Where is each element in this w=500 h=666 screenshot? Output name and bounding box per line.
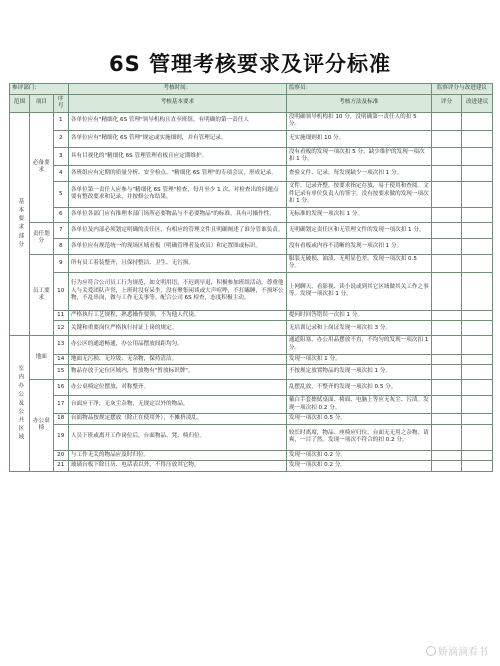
basic-requirement: 严格执行工艺规程，熟悉操作要领，不为他人代岗。 <box>68 310 286 321</box>
basic-requirement: 行为应符合公司员工行为规范，如文明用语，不迟到早退，积极参加班组活动，尊重他人与关爱团队声誉，上班时没有呆坐，没有聚集闲谈或大声喧哗，不打瞌睡，不损坏公物，不乱串岗，做与工作无关事等。配合公司 6S 检查，态度积极主动。 <box>68 272 286 310</box>
col-item: 项目 <box>30 94 54 112</box>
table-row <box>10 424 493 450</box>
advice-cell[interactable] <box>462 272 493 310</box>
basic-requirement: 与工作无关的物品应及时归位。 <box>68 450 286 461</box>
basic-requirement: 各班组应有定期的质量分析、安全检点、"精细化 6S 管理"的专项会议，形成记录。 <box>68 165 286 181</box>
method-standard: 发现一项次扣 1 分。 <box>286 354 431 365</box>
method-standard: 发现一项次扣 0.2 分。 <box>286 450 431 461</box>
table-row <box>10 112 493 130</box>
score-cell[interactable] <box>431 354 462 365</box>
method-standard: 不按规定放置物品的发现一项次扣 1 分。 <box>286 365 431 380</box>
score-cell[interactable] <box>431 222 462 238</box>
score-cell[interactable] <box>431 112 462 130</box>
table-row <box>10 222 493 238</box>
advice-cell[interactable] <box>462 450 493 461</box>
basic-requirement: 关键和重要岗位严格执行持证上岗的规定。 <box>68 321 286 336</box>
basic-requirement: 各单位应有"精细化 6S 管理"规定或实施细则，并有管理记录。 <box>68 130 286 147</box>
score-cell[interactable] <box>431 165 462 181</box>
row-number: 11 <box>53 310 68 321</box>
advice-cell[interactable] <box>462 310 493 321</box>
advice-cell[interactable] <box>462 181 493 207</box>
basic-requirement: 所有员工着装整齐，且保持整洁、卫生、无污损。 <box>68 254 286 272</box>
table-row <box>10 147 493 165</box>
row-number: 17 <box>53 396 68 414</box>
advice-cell[interactable] <box>462 354 493 365</box>
advice-cell[interactable] <box>462 238 493 254</box>
col-advice: 改进建议 <box>462 94 493 112</box>
score-cell[interactable] <box>431 461 462 472</box>
row-number: 1 <box>53 112 68 130</box>
table-body <box>10 112 493 471</box>
advice-cell[interactable] <box>462 130 493 147</box>
row-number: 19 <box>53 424 68 450</box>
row-number: 2 <box>53 130 68 147</box>
header-row-meta <box>10 84 493 95</box>
score-cell[interactable] <box>431 336 462 354</box>
assessment-table <box>9 83 493 472</box>
score-cell[interactable] <box>431 181 462 207</box>
basic-requirement: 台面物品按规定摆放（除正在使用外），不摊挤凌乱。 <box>68 414 286 425</box>
table-row <box>10 321 493 336</box>
advice-cell[interactable] <box>462 254 493 272</box>
group-label: 地面 <box>30 336 54 380</box>
brand-logo-icon <box>426 646 436 656</box>
advice-cell[interactable] <box>462 147 493 165</box>
row-number: 14 <box>53 354 68 365</box>
method-standard: 较长时离席，物品、座椅应归位，台面无无用之杂物、请爽，一目了然。发现一项次不符合的扣 0.2 分。 <box>286 424 431 450</box>
advice-cell[interactable] <box>462 396 493 414</box>
table-row <box>10 238 493 254</box>
table-row <box>10 336 493 354</box>
score-cell[interactable] <box>431 321 462 336</box>
score-cell[interactable] <box>431 424 462 450</box>
score-cell[interactable] <box>431 238 462 254</box>
advice-cell[interactable] <box>462 380 493 396</box>
method-standard: 没明确领导机构扣 10 分，没明确第一责任人的扣 5 分。 <box>286 112 431 130</box>
method-standard: 乱摆乱放，不整齐的发现一项次扣 0.5 分。 <box>286 380 431 396</box>
table-row <box>10 130 493 147</box>
basic-requirement: 各单位第一责任人应参与"精细化 6S 管理"检查，每月至少 1 次，对检查出的问题点要有整改要求和记录，并按修公布结果。 <box>68 181 286 207</box>
basic-requirement: 玻璃台板下除日历、电话表以外，不得压放其它物。 <box>68 461 286 472</box>
score-cell[interactable] <box>431 207 462 222</box>
method-standard: 没有看板的发现一项次扣 5 分。缺少维护的发现一项次扣 1 分。 <box>286 147 431 165</box>
method-standard: 无标准的发现一项次扣 1 分。 <box>286 207 431 222</box>
method-standard: 戴白手套擦拭桌面、椅面、电脑上等应无灰尘、污渍。发现一项次扣 0.2 分。 <box>286 396 431 414</box>
basic-requirement: 办公桌椅定位摆放，对称整齐。 <box>68 380 286 396</box>
table-row <box>10 165 493 181</box>
basic-requirement: 各单位应有规范统一的现场区域看板（明确管理者及成员）和定置图或标识。 <box>68 238 286 254</box>
table-row <box>10 272 493 310</box>
advice-cell[interactable] <box>462 336 493 354</box>
method-standard: 文件、记录齐整，按要求指定存放，易于使用和查阅。文件记录有单位负责人的签字。没有按要求做的发现一项次扣 1 分。 <box>286 181 431 207</box>
table-row <box>10 310 493 321</box>
group-label: 员工要求 <box>30 254 54 336</box>
watermark: 娇滴滴看书 <box>426 643 488 658</box>
method-standard: 查验文件、记录，每发现缺少一项次扣 1 分。 <box>286 165 431 181</box>
table-row <box>10 450 493 461</box>
advice-cell[interactable] <box>462 461 493 472</box>
row-number: 21 <box>53 461 68 472</box>
basic-requirement: 办公区的通道畅通，办公用品摆放间距均匀。 <box>68 336 286 354</box>
basic-requirement: 物品存放于定位区域内，暂放物有"暂放标识牌"。 <box>68 365 286 380</box>
col-method: 考核方法及标准 <box>286 94 431 112</box>
row-number: 4 <box>53 165 68 181</box>
page-title: 6S 管理考核要求及评分标准 <box>108 52 392 76</box>
score-cell[interactable] <box>431 130 462 147</box>
section-label: 室内办公及公共区域 <box>10 336 30 471</box>
method-standard: 发现一项次扣 0.5 分。 <box>286 414 431 425</box>
table-row <box>10 181 493 207</box>
advice-cell[interactable] <box>462 222 493 238</box>
score-cell[interactable] <box>431 414 462 425</box>
row-number: 8 <box>53 238 68 254</box>
table-row <box>10 254 493 272</box>
table-row <box>10 354 493 365</box>
group-label: 办公桌椅 <box>30 380 54 472</box>
basic-requirement: 各单位应有"精细化 6S 管理"领导机构且直至班组，有明确的第一责任人 <box>68 112 286 130</box>
row-number: 18 <box>53 414 68 425</box>
score-cell[interactable] <box>431 380 462 396</box>
method-standard: 通道阻塞，办公用品摆放不直，不均匀的发现一项次扣 1 分。 <box>286 336 431 354</box>
col-basic: 考核基本要求 <box>68 94 286 112</box>
table-row <box>10 396 493 414</box>
basic-requirement: 具有目视化的"精细化 6S 管理管理看板且应定期维护。 <box>68 147 286 165</box>
section-label: 基本要求部分 <box>10 112 30 336</box>
basic-requirement: 人员下班或离开工作岗位后，台面物品、凳、椅归位。 <box>68 424 286 450</box>
dept-label: 参评部门： <box>10 84 69 95</box>
method-standard: 无培训记录和上岗证发现一项次扣 3 分。 <box>286 321 431 336</box>
advice-cell[interactable] <box>462 424 493 450</box>
advice-cell[interactable] <box>462 321 493 336</box>
supervisor-label: 监察员： <box>286 84 431 95</box>
method-standard: 提问时回答错误一次扣 1 分。 <box>286 310 431 321</box>
col-no: 序号 <box>53 94 68 112</box>
row-number: 12 <box>53 321 68 336</box>
header-row-cols <box>10 94 493 112</box>
score-cell[interactable] <box>431 450 462 461</box>
group-label: 必备要求 <box>30 112 54 222</box>
table-row <box>10 461 493 472</box>
row-number: 6 <box>53 207 68 222</box>
table-row <box>10 414 493 425</box>
basic-requirement: 台面应干净，无灰尘杂物，无规定以外的物品。 <box>68 396 286 414</box>
row-number: 13 <box>53 336 68 354</box>
row-number: 5 <box>53 181 68 207</box>
method-standard: 服装无破损、油渍、无明显色差。发现一项次扣 0.5 分。 <box>286 254 431 272</box>
score-cell[interactable] <box>431 254 462 272</box>
method-standard: 上网聊天、看影视、读小说或到其它区域做其关工作之事等。发现一项次扣 1 分。 <box>286 272 431 310</box>
table-row <box>10 207 493 222</box>
row-number: 16 <box>53 380 68 396</box>
basic-requirement: 各单位各部门应有推理本部门场所必要物品与不必要物品"的标准，具有可操作性。 <box>68 207 286 222</box>
score-cell[interactable] <box>431 147 462 165</box>
row-number: 20 <box>53 450 68 461</box>
basic-requirement: 地面无污损、无垃圾、无杂物，保持清洁。 <box>68 354 286 365</box>
basic-requirement: 各单位及内部必须划定明确的责任区，有相应的管理文件且明确阐述了谁分管谁负责。 <box>68 222 286 238</box>
score-cell[interactable] <box>431 310 462 321</box>
group-label: 责任划分 <box>30 222 54 254</box>
method-standard: 没有看板或内容不清晰的发现一项次扣 1 分。 <box>286 238 431 254</box>
method-standard: 无实施细则扣 10 分。 <box>286 130 431 147</box>
row-number: 10 <box>53 272 68 310</box>
row-number: 9 <box>53 254 68 272</box>
advice-cell[interactable] <box>462 414 493 425</box>
advice-cell[interactable] <box>462 207 493 222</box>
table-row <box>10 365 493 380</box>
advice-cell[interactable] <box>462 165 493 181</box>
method-standard: 无明确划定责任区和无管理文件的发现一项次扣 1 分。 <box>286 222 431 238</box>
advice-cell[interactable] <box>462 112 493 130</box>
corner-label: 监察评分与改进建议 <box>431 84 492 95</box>
row-number: 7 <box>53 222 68 238</box>
time-label: 考核时间： <box>68 84 286 95</box>
score-cell[interactable] <box>431 396 462 414</box>
row-number: 3 <box>53 147 68 165</box>
score-cell[interactable] <box>431 365 462 380</box>
advice-cell[interactable] <box>462 365 493 380</box>
col-score: 评分 <box>431 94 462 112</box>
score-cell[interactable] <box>431 272 462 310</box>
method-standard: 发现一项次扣 0.2 分。 <box>286 461 431 472</box>
table-row <box>10 380 493 396</box>
col-scope: 范围 <box>10 94 30 112</box>
row-number: 15 <box>53 365 68 380</box>
